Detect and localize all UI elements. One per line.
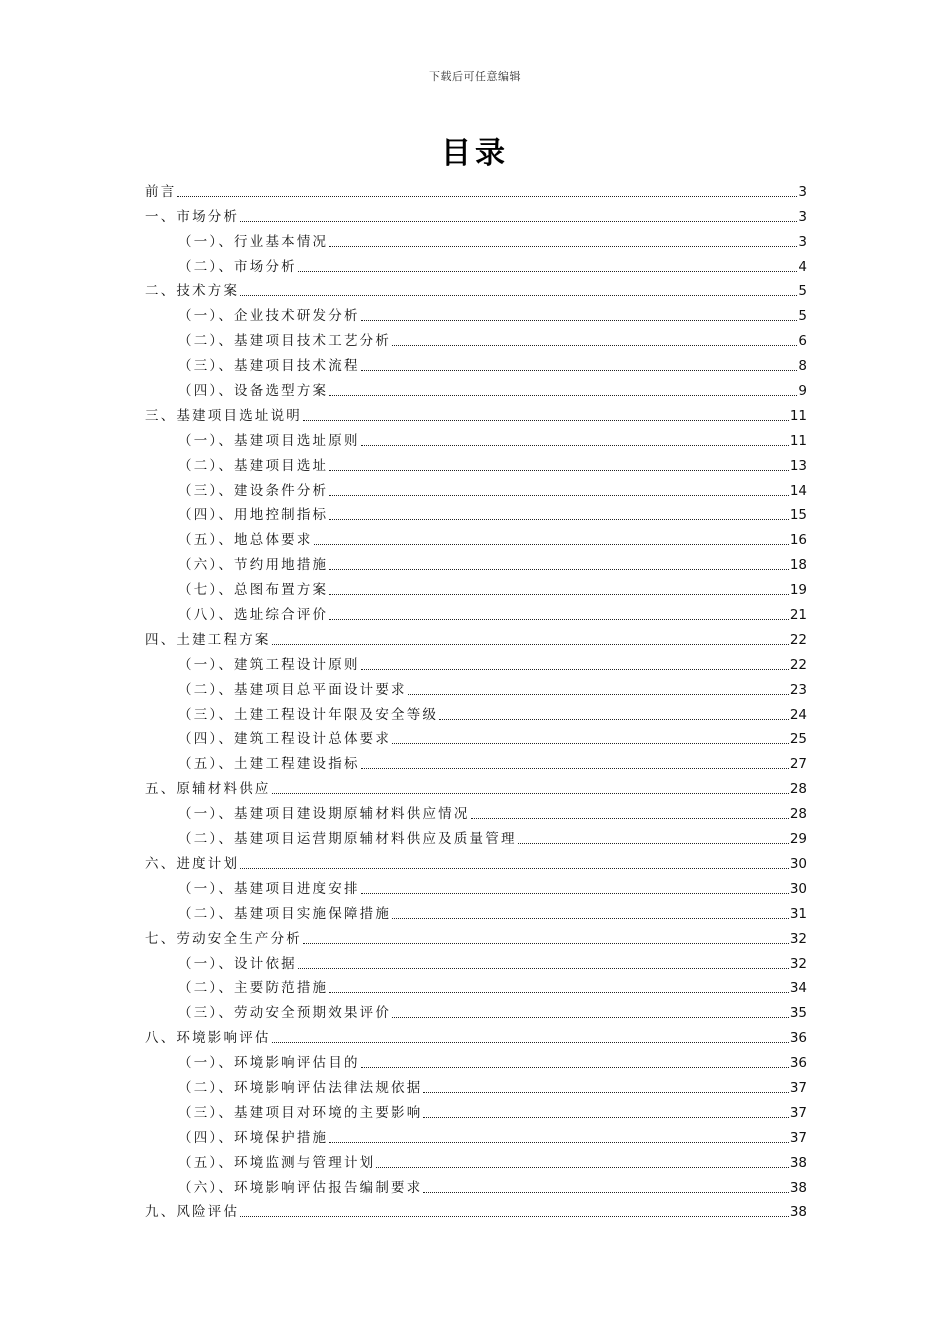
toc-dot-leader [240,221,797,222]
toc-entry-label: 六、进度计划 [145,855,240,872]
toc-subsection-entry[interactable] [145,350,807,375]
toc-entry-label: （一）、基建项目建设期原辅材料供应情况 [178,806,470,823]
toc-dot-leader [408,694,789,695]
toc-section-entry[interactable] [145,201,807,226]
toc-subsection-entry[interactable] [145,375,807,400]
toc-entry-label: 九、风险评估 [145,1204,240,1221]
toc-dot-leader [329,569,789,570]
toc-page-number: 32 [789,930,807,947]
toc-subsection-entry[interactable] [145,524,807,549]
toc-entry-label: （六）、环境影响评估报告编制要求 [178,1179,423,1196]
toc-subsection-entry[interactable] [145,649,807,674]
toc-page-number: 6 [798,333,807,350]
toc-subsection-entry[interactable] [145,997,807,1022]
toc-subsection-entry[interactable] [145,425,807,450]
toc-entry-label: 七、劳动安全生产分析 [145,930,302,947]
toc-entry-label: （二）、基建项目总平面设计要求 [178,681,407,698]
header-note: 下载后可任意编辑 [429,70,521,83]
toc-subsection-entry[interactable] [145,450,807,475]
toc-dot-leader [298,271,798,272]
toc-entry-label: （二）、基建项目运营期原辅材料供应及质量管理 [178,831,517,848]
toc-entry-label: （一）、基建项目进度安排 [178,880,360,897]
toc-subsection-entry[interactable] [145,724,807,749]
table-of-contents [145,176,807,1221]
toc-entry-label: （五）、地总体要求 [178,532,313,549]
toc-dot-leader [272,644,789,645]
toc-dot-leader [361,1067,789,1068]
toc-page-number: 30 [789,855,807,872]
toc-dot-leader [361,669,789,670]
toc-page-number: 32 [789,955,807,972]
toc-dot-leader [361,768,789,769]
toc-entry-label: （一）、建筑工程设计原则 [178,656,360,673]
toc-page-number: 23 [789,681,807,698]
toc-page-number: 11 [789,407,807,424]
toc-entry-label: （四）、环境保护措施 [178,1129,329,1146]
toc-subsection-entry[interactable] [145,549,807,574]
toc-page-number: 13 [789,457,807,474]
toc-title: 目录 [441,136,509,171]
toc-entry-label: 三、基建项目选址说明 [145,407,302,424]
toc-subsection-entry[interactable] [145,325,807,350]
toc-entry-label: （二）、市场分析 [178,258,297,275]
toc-page-number: 22 [789,656,807,673]
toc-dot-leader [240,295,797,296]
toc-entry-label: （二）、基建项目实施保障措施 [178,905,392,922]
toc-subsection-entry[interactable] [145,873,807,898]
toc-page-number: 38 [789,1204,807,1221]
toc-section-entry[interactable] [145,773,807,798]
toc-dot-leader [329,519,789,520]
toc-section-entry[interactable] [145,624,807,649]
toc-entry-label: （一）、基建项目选址原则 [178,432,360,449]
toc-dot-leader [361,370,798,371]
toc-subsection-entry[interactable] [145,1097,807,1122]
toc-entry-label: 四、土建工程方案 [145,631,271,648]
toc-subsection-entry[interactable] [145,226,807,251]
toc-entry-label: （二）、基建项目技术工艺分析 [178,333,392,350]
toc-subsection-entry[interactable] [145,475,807,500]
toc-entry-label: （七）、总图布置方案 [178,582,329,599]
toc-dot-leader [329,395,797,396]
toc-entry-label: （五）、土建工程建设指标 [178,756,360,773]
toc-entry-label: （三）、土建工程设计年限及安全等级 [178,706,439,723]
toc-entry-label: 八、环境影响评估 [145,1030,271,1047]
toc-dot-leader [329,619,789,620]
toc-page-number: 21 [789,607,807,624]
toc-page-number: 5 [798,308,807,325]
toc-dot-leader [423,1192,788,1193]
toc-entry-label: （二）、基建项目选址 [178,457,329,474]
toc-entry-label: （二）、主要防范措施 [178,980,329,997]
toc-dot-leader [272,793,789,794]
toc-entry-label: 一、市场分析 [145,208,240,225]
toc-subsection-entry[interactable] [145,251,807,276]
toc-dot-leader [272,1042,789,1043]
toc-entry-label: （一）、行业基本情况 [178,233,329,250]
toc-page-number: 37 [789,1079,807,1096]
toc-entry-label: 前言 [145,183,177,200]
toc-subsection-entry[interactable] [145,748,807,773]
toc-subsection-entry[interactable] [145,1147,807,1172]
toc-subsection-entry[interactable] [145,1072,807,1097]
toc-dot-leader [329,992,789,993]
toc-entry-label: （三）、基建项目技术流程 [178,358,360,375]
toc-section-entry[interactable] [145,923,807,948]
toc-section-entry[interactable] [145,276,807,301]
toc-page-number: 30 [789,880,807,897]
toc-entry-label: （三）、基建项目对环境的主要影响 [178,1104,423,1121]
toc-page-number: 37 [789,1104,807,1121]
toc-dot-leader [329,1142,789,1143]
toc-page-number: 24 [789,706,807,723]
toc-dot-leader [240,1216,789,1217]
toc-entry-label: 二、技术方案 [145,283,240,300]
toc-entry-label: （三）、建设条件分析 [178,482,329,499]
toc-dot-leader [439,719,789,720]
toc-dot-leader [518,843,789,844]
toc-page-number: 14 [789,482,807,499]
toc-page-number: 31 [789,905,807,922]
toc-section-entry[interactable] [145,848,807,873]
toc-page-number: 25 [789,731,807,748]
toc-subsection-entry[interactable] [145,798,807,823]
toc-page-number: 19 [789,582,807,599]
toc-subsection-entry[interactable] [145,948,807,973]
toc-entry-label: （四）、设备选型方案 [178,383,329,400]
toc-page-number: 27 [789,756,807,773]
toc-dot-leader [329,594,789,595]
toc-entry-label: 五、原辅材料供应 [145,781,271,798]
toc-page-number: 28 [789,806,807,823]
toc-page-number: 36 [789,1030,807,1047]
toc-subsection-entry[interactable] [145,500,807,525]
toc-page-number: 18 [789,557,807,574]
toc-subsection-entry[interactable] [145,1047,807,1072]
toc-dot-leader [177,196,797,197]
toc-dot-leader [303,420,789,421]
toc-page-number: 38 [789,1154,807,1171]
toc-dot-leader [314,544,789,545]
toc-dot-leader [361,320,798,321]
toc-subsection-entry[interactable] [145,898,807,923]
toc-page-number: 36 [789,1055,807,1072]
toc-dot-leader [392,1017,789,1018]
toc-page-number: 15 [789,507,807,524]
toc-subsection-entry[interactable] [145,599,807,624]
toc-page-number: 3 [798,233,807,250]
toc-dot-leader [392,918,789,919]
toc-page-number: 11 [789,432,807,449]
toc-entry-label: （三）、劳动安全预期效果评价 [178,1005,392,1022]
toc-subsection-entry[interactable] [145,1122,807,1147]
toc-dot-leader [392,345,797,346]
toc-page-number: 28 [789,781,807,798]
toc-section-entry[interactable] [145,1197,807,1222]
toc-dot-leader [240,868,789,869]
toc-entry-label: （二）、环境影响评估法律法规依据 [178,1079,423,1096]
toc-dot-leader [423,1092,788,1093]
toc-entry-label: （一）、设计依据 [178,955,297,972]
toc-subsection-entry[interactable] [145,973,807,998]
toc-dot-leader [361,445,789,446]
toc-page-number: 4 [798,258,807,275]
toc-dot-leader [361,893,789,894]
toc-page-number: 35 [789,1005,807,1022]
toc-dot-leader [392,743,789,744]
toc-entry-label: （六）、节约用地措施 [178,557,329,574]
toc-dot-leader [329,246,797,247]
toc-subsection-entry[interactable] [145,823,807,848]
toc-page-number: 37 [789,1129,807,1146]
toc-dot-leader [329,470,789,471]
toc-page-number: 29 [789,831,807,848]
toc-dot-leader [471,818,789,819]
toc-section-entry[interactable] [145,176,807,201]
toc-section-entry[interactable] [145,1022,807,1047]
toc-page-number: 5 [798,283,807,300]
toc-section-entry[interactable] [145,400,807,425]
toc-page-number: 9 [798,383,807,400]
toc-subsection-entry[interactable] [145,1172,807,1197]
toc-entry-label: （八）、选址综合评价 [178,607,329,624]
toc-page-number: 38 [789,1179,807,1196]
toc-dot-leader [303,943,789,944]
toc-entry-label: （四）、用地控制指标 [178,507,329,524]
toc-page-number: 34 [789,980,807,997]
toc-page-number: 8 [798,358,807,375]
toc-entry-label: （一）、环境影响评估目的 [178,1055,360,1072]
toc-subsection-entry[interactable] [145,574,807,599]
toc-dot-leader [423,1117,788,1118]
toc-page-number: 16 [789,532,807,549]
toc-subsection-entry[interactable] [145,699,807,724]
toc-page-number: 22 [789,631,807,648]
toc-dot-leader [376,1167,788,1168]
toc-entry-label: （一）、企业技术研发分析 [178,308,360,325]
toc-subsection-entry[interactable] [145,300,807,325]
toc-dot-leader [298,968,789,969]
toc-dot-leader [329,495,789,496]
toc-page-number: 3 [798,183,807,200]
toc-entry-label: （五）、环境监测与管理计划 [178,1154,376,1171]
toc-subsection-entry[interactable] [145,674,807,699]
toc-entry-label: （四）、建筑工程设计总体要求 [178,731,392,748]
toc-page-number: 3 [798,208,807,225]
